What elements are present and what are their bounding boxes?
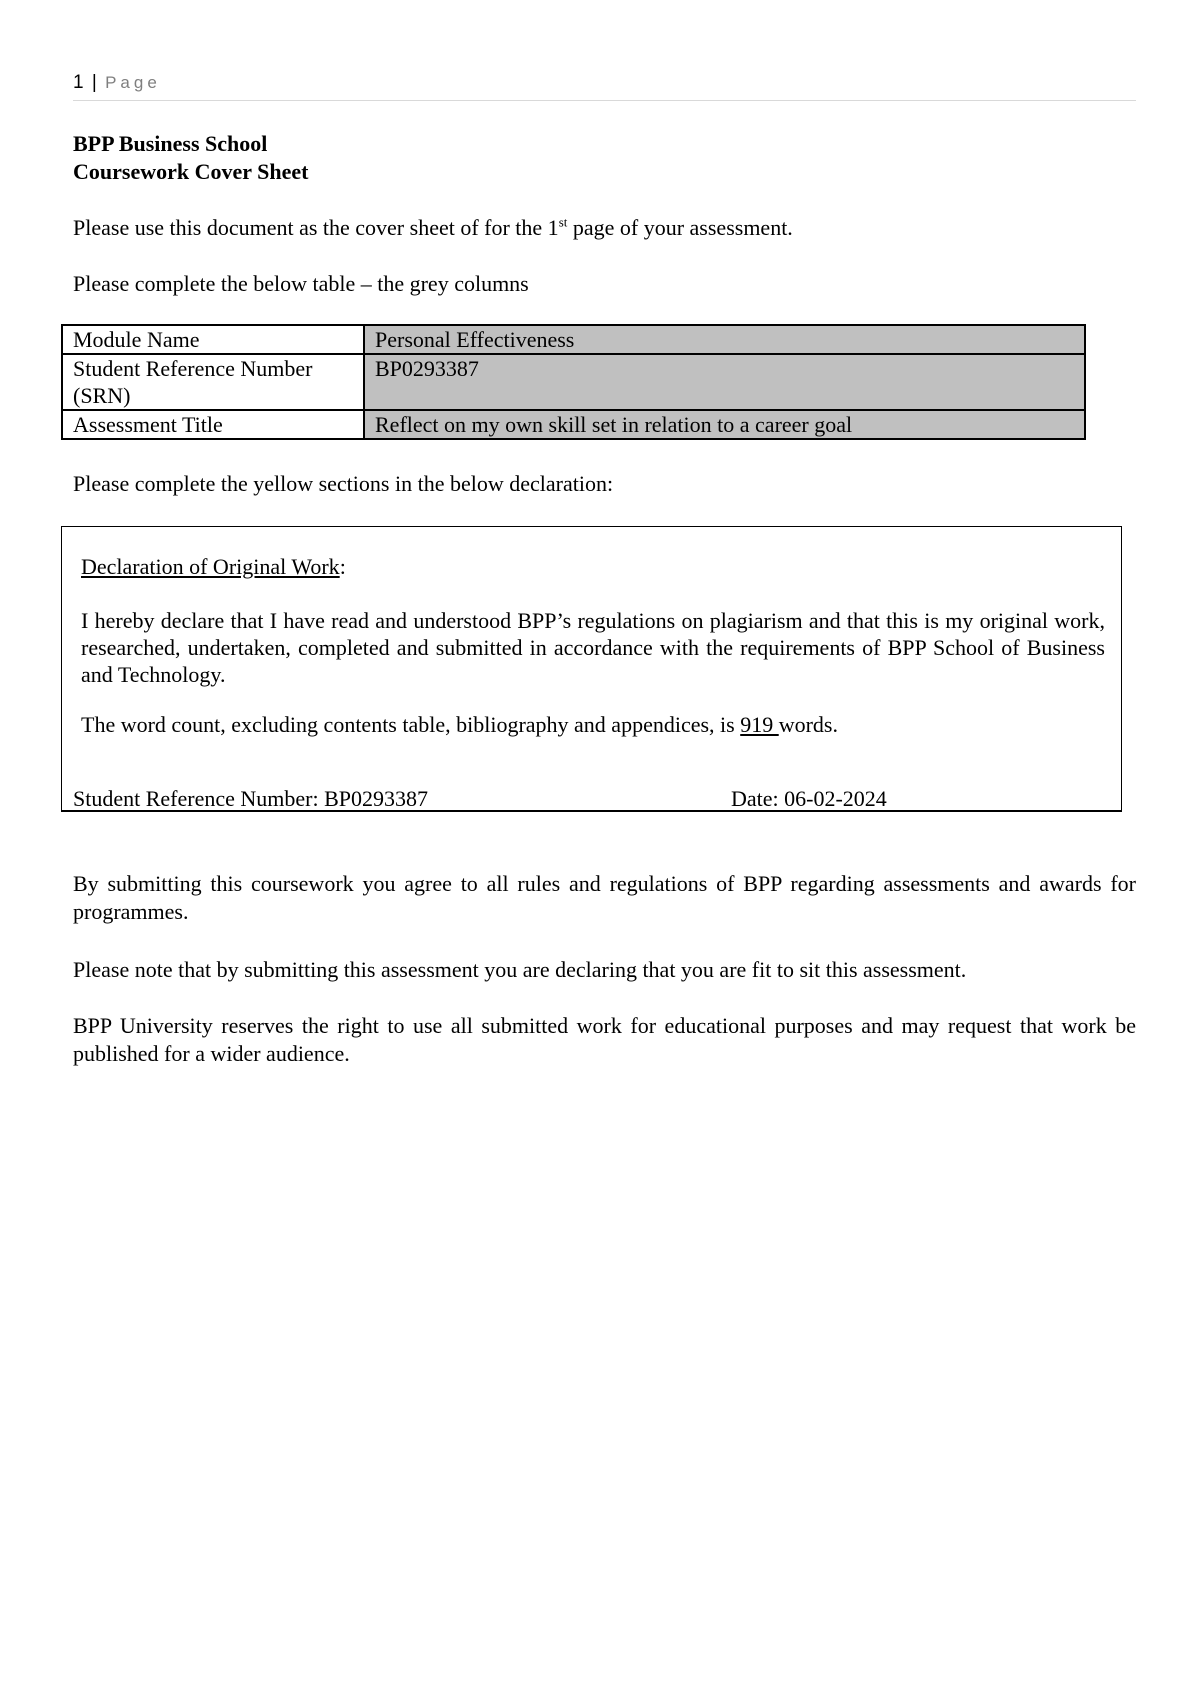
module-name-label: Module Name <box>62 325 364 354</box>
word-count-before: The word count, excluding contents table, bibliography and appendices, is <box>81 712 741 737</box>
info-table <box>61 324 1086 440</box>
document-title <box>73 130 308 186</box>
declaration-srn: Student Reference Number: BP0293387 <box>73 786 428 811</box>
declaration-text: I hereby declare that I have read and understood BPP’s regulations on plagiarism and that this is my original work, researched, undertaken, completed and submitted in accordance with the requirements of BPP School of Business and Technology. <box>81 608 1105 687</box>
table-row <box>62 410 1085 439</box>
cover-instruction <box>73 214 793 242</box>
rights-paragraph: BPP University reserves the right to use all submitted work for educational purposes and may request that work be published for a wider audience. <box>73 1013 1136 1066</box>
srn-label: Student Reference Number (SRN) <box>62 354 364 410</box>
declaration-heading-text: Declaration of Original Work <box>81 554 340 579</box>
assessment-title-value: Reflect on my own skill set in relation to a career goal <box>364 410 1085 439</box>
fitness-paragraph: Please note that by submitting this assessment you are declaring that you are fit to sit this assessment. <box>73 957 967 982</box>
cover-instruction-after: page of your assessment. <box>567 215 793 240</box>
word-count-value: 919 <box>740 712 779 737</box>
page-number: 1 <box>73 72 84 93</box>
table-row <box>62 325 1085 354</box>
agreement-paragraph: By submitting this coursework you agree to all rules and regulations of BPP regarding assessments and awards for programmes. <box>73 871 1136 924</box>
table-row <box>62 354 1085 410</box>
school-name: BPP Business School <box>73 131 268 156</box>
declaration-instruction: Please complete the yellow sections in the below declaration: <box>73 471 614 496</box>
cover-instruction-before: Please use this document as the cover sheet of for the 1 <box>73 215 559 240</box>
srn-value: BP0293387 <box>364 354 1085 410</box>
page-header <box>73 72 1136 101</box>
sheet-title: Coursework Cover Sheet <box>73 159 309 184</box>
word-count-after: words. <box>778 712 838 737</box>
word-count-line <box>81 711 838 738</box>
declaration-heading <box>81 553 346 580</box>
module-name-value: Personal Effectiveness <box>364 325 1085 354</box>
declaration-heading-colon: : <box>339 554 346 579</box>
cover-instruction-sup: st <box>558 214 568 230</box>
table-instruction: Please complete the below table – the grey columns <box>73 271 529 296</box>
declaration-date: Date: 06-02-2024 <box>731 786 887 811</box>
declaration-box <box>61 526 1122 812</box>
page-word: Page <box>105 73 161 92</box>
assessment-title-label: Assessment Title <box>62 410 364 439</box>
page-separator: | <box>91 72 97 93</box>
